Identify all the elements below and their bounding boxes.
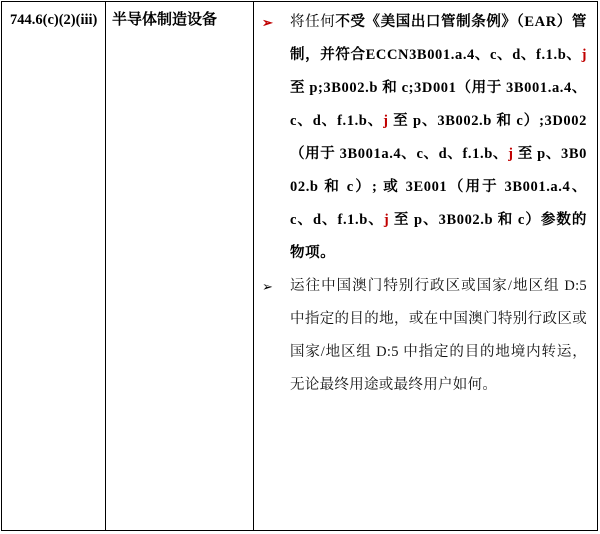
highlight-j: j	[508, 146, 514, 162]
item-category: 半导体制造设备	[112, 12, 218, 28]
bullet-text-run: 至 p、3B002.b 和 c）; 或 3E001（用于 3B001.a.4、c、d、f.1.b、	[290, 146, 587, 228]
bullet-text-run: 至 p、3B002.b 和 c）参数的物项。	[290, 212, 587, 261]
bullet-text-scope	[290, 14, 587, 261]
rule-reference-cell	[2, 2, 106, 531]
bullet-text-run: 不受《美国出口管制条例》（EAR）管制，并符合ECCN3B001.a.4、c、d、f.1.b、	[290, 14, 587, 63]
bullet-text-run: 至 p、3B002.b 和 c）;3D002（用于 3B001a.4、c、d、f.1.b、	[290, 113, 587, 162]
bullet-item-destination	[260, 270, 587, 402]
bullet-text-run: 将任何	[290, 14, 336, 30]
highlight-j: j	[383, 113, 389, 129]
item-category-cell	[106, 2, 254, 531]
arrow-bullet-icon: ➢	[262, 15, 274, 30]
bullet-item-scope	[260, 6, 587, 270]
bullet-text-destination: 运往中国澳门特别行政区或国家/地区组 D:5 中指定的目的地，或在中国澳门特别行政区或国家/地区组 D:5 中指定的目的地境内转运，无论最终用途或最终用户如何。	[290, 278, 587, 393]
description-cell	[254, 2, 598, 531]
rule-reference: 744.6(c)(2)(iii)	[10, 12, 98, 28]
arrow-bullet-icon: ➢	[262, 279, 274, 294]
regulation-table	[1, 1, 598, 531]
bullet-text-run: 至 p;3B002.b 和 c;3D001（用于 3B001.a.4、c、d、f.1.b、	[290, 80, 587, 129]
table-row	[2, 2, 598, 531]
highlight-j: j	[383, 212, 390, 228]
highlight-j: j	[581, 47, 587, 63]
